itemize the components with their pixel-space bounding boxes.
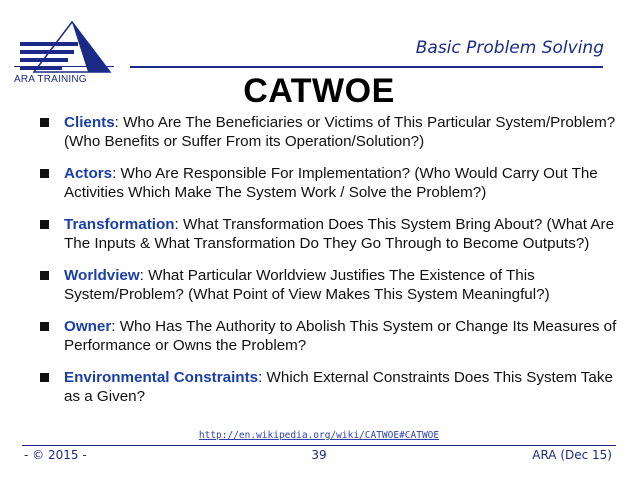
bullet-term: Clients <box>64 114 115 131</box>
bullet-actors <box>40 164 620 202</box>
bullet-clients <box>40 113 620 151</box>
square-bullet-icon <box>40 118 49 127</box>
header-title: Basic Problem Solving <box>415 38 604 58</box>
footer-date: ARA (Dec 15) <box>532 448 612 462</box>
bullet-term: Actors <box>64 165 113 182</box>
bullet-text: : What Particular Worldview Justifies The Existence of This System/Problem? (What Point of View Makes This System Meaningful?) <box>64 267 550 303</box>
bullet-environmental-constraints <box>40 368 620 406</box>
bullet-text: : Which External Constraints Does This System Take as a Given? <box>64 369 613 405</box>
source-link[interactable]: http://en.wikipedia.org/wiki/CATWOE#CATWOE <box>198 430 440 441</box>
bullet-term: Worldview <box>64 267 140 284</box>
logo-text: ARA TRAINING <box>14 74 87 85</box>
bullet-text: : Who Has The Authority to Abolish This System or Change Its Measures of Performance or Owns the Problem? <box>64 318 617 354</box>
bullet-term: Environmental Constraints <box>64 369 259 386</box>
bullet-worldview <box>40 266 620 304</box>
footer-copyright: - © 2015 - <box>24 448 87 462</box>
square-bullet-icon <box>40 373 49 382</box>
header-divider <box>130 66 603 68</box>
footer-page-number: 39 <box>311 448 327 462</box>
bullet-term: Owner <box>64 318 112 335</box>
square-bullet-icon <box>40 322 49 331</box>
bullet-term: Transformation <box>64 216 175 233</box>
square-bullet-icon <box>40 271 49 280</box>
bullet-text: : Who Are Responsible For Implementation? (Who Would Carry Out The Activities Which Make The System Work / Solve the Problem?) <box>64 165 598 201</box>
triangle-logo-icon <box>14 20 114 76</box>
slide-title: CATWOE <box>243 72 395 110</box>
bullet-transformation <box>40 215 620 253</box>
square-bullet-icon <box>40 220 49 229</box>
bullet-text: : Who Are The Beneficiaries or Victims of This Particular System/Problem? (Who Benefits or Suffer From its Operation/Solution?) <box>64 114 616 150</box>
square-bullet-icon <box>40 169 49 178</box>
footer-divider <box>22 445 616 446</box>
bullet-text: : What Transformation Does This System Bring About? (What Are The Inputs & What Transformation Do They Go Through to Become Outputs?) <box>64 216 615 252</box>
bullet-owner <box>40 317 620 355</box>
header-divider-left <box>14 66 114 67</box>
bullet-list <box>40 113 620 419</box>
